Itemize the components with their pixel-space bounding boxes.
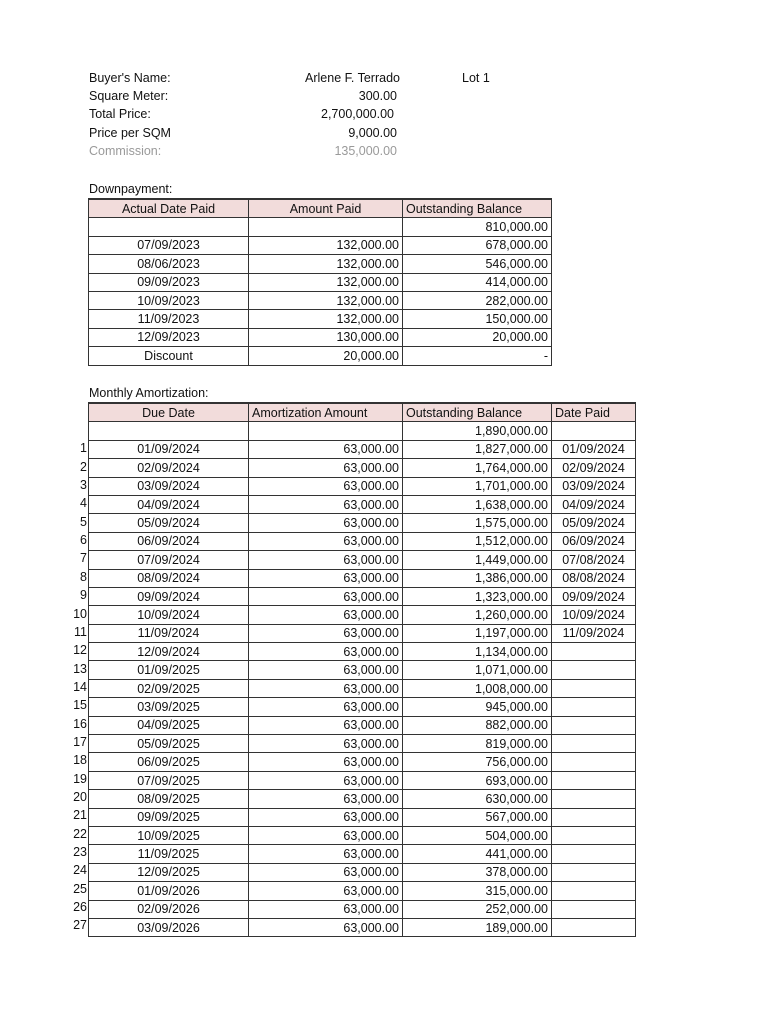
due-date-cell: 09/09/2024 <box>89 587 249 605</box>
date-paid-cell <box>552 918 636 936</box>
due-date-cell: 11/09/2024 <box>89 624 249 642</box>
row-number: 4 <box>80 496 87 511</box>
amortization-amount-cell: 63,000.00 <box>249 643 403 661</box>
amortization-amount-cell: 63,000.00 <box>249 716 403 734</box>
row-number: 19 <box>73 771 87 786</box>
amortization-amount-cell: 63,000.00 <box>249 551 403 569</box>
amortization-row <box>89 845 636 863</box>
due-date-cell: 07/09/2025 <box>89 771 249 789</box>
amortization-amount-cell: 63,000.00 <box>249 624 403 642</box>
date-paid-cell <box>552 882 636 900</box>
due-date-cell: 01/09/2024 <box>89 440 249 458</box>
date-paid-cell: 07/08/2024 <box>552 551 636 569</box>
downpayment-row <box>89 236 552 254</box>
row-number: 14 <box>73 679 87 694</box>
commission-label: Commission: <box>89 144 162 158</box>
balance-cell: 189,000.00 <box>403 918 552 936</box>
amortization-header-row <box>89 403 636 422</box>
balance-cell: 1,764,000.00 <box>403 459 552 477</box>
date-paid-cell: 07/09/2023 <box>89 236 249 254</box>
date-paid-cell: 03/09/2024 <box>552 477 636 495</box>
date-paid-cell: 11/09/2024 <box>552 624 636 642</box>
balance-cell: 546,000.00 <box>403 255 552 273</box>
date-paid-cell <box>552 643 636 661</box>
date-paid-cell <box>552 753 636 771</box>
due-date-cell: 06/09/2025 <box>89 753 249 771</box>
due-date-cell: 11/09/2025 <box>89 845 249 863</box>
balance-cell: 1,260,000.00 <box>403 606 552 624</box>
balance-cell: 882,000.00 <box>403 716 552 734</box>
date-paid-cell <box>552 422 636 440</box>
amortization-row <box>89 900 636 918</box>
row-number: 13 <box>73 661 87 676</box>
amount-paid-cell: 132,000.00 <box>249 255 403 273</box>
due-date-cell: 01/09/2025 <box>89 661 249 679</box>
amortization-amount-cell <box>249 422 403 440</box>
due-date-cell: 04/09/2025 <box>89 716 249 734</box>
amortization-amount-cell: 63,000.00 <box>249 771 403 789</box>
amortization-amount-cell: 63,000.00 <box>249 698 403 716</box>
amortization-row <box>89 753 636 771</box>
balance-cell: 414,000.00 <box>403 273 552 291</box>
row-number: 25 <box>73 881 87 896</box>
balance-cell: 1,890,000.00 <box>403 422 552 440</box>
due-date-cell: 08/09/2025 <box>89 790 249 808</box>
amortization-row <box>89 422 636 440</box>
lot-label: Lot 1 <box>462 71 490 85</box>
amortization-row <box>89 808 636 826</box>
amortization-row <box>89 716 636 734</box>
header-actual-date-paid: Actual Date Paid <box>89 199 249 218</box>
amortization-row <box>89 679 636 697</box>
balance-cell: 756,000.00 <box>403 753 552 771</box>
due-date-cell: 04/09/2024 <box>89 495 249 513</box>
amount-paid-cell: 130,000.00 <box>249 328 403 346</box>
balance-cell: 315,000.00 <box>403 882 552 900</box>
downpayment-row <box>89 255 552 273</box>
amortization-row <box>89 826 636 844</box>
balance-cell: 1,386,000.00 <box>403 569 552 587</box>
row-number: 22 <box>73 826 87 841</box>
date-paid-cell: 12/09/2023 <box>89 328 249 346</box>
row-number: 5 <box>80 514 87 529</box>
row-number: 11 <box>74 624 87 639</box>
date-paid-cell <box>89 218 249 236</box>
balance-cell: 693,000.00 <box>403 771 552 789</box>
date-paid-cell: 10/09/2023 <box>89 291 249 309</box>
balance-cell: 1,071,000.00 <box>403 661 552 679</box>
amortization-row <box>89 863 636 881</box>
due-date-cell <box>89 422 249 440</box>
date-paid-cell <box>552 826 636 844</box>
amortization-amount-cell: 63,000.00 <box>249 459 403 477</box>
date-paid-cell: 02/09/2024 <box>552 459 636 477</box>
header-date-paid: Date Paid <box>552 403 636 422</box>
due-date-cell: 02/09/2026 <box>89 900 249 918</box>
date-paid-cell: 01/09/2024 <box>552 440 636 458</box>
row-number: 16 <box>73 716 87 731</box>
amount-paid-cell: 132,000.00 <box>249 236 403 254</box>
date-paid-cell: Discount <box>89 347 249 365</box>
balance-cell: 678,000.00 <box>403 236 552 254</box>
due-date-cell: 03/09/2025 <box>89 698 249 716</box>
amortization-amount-cell: 63,000.00 <box>249 679 403 697</box>
buyer-label: Buyer's Name: <box>89 71 171 85</box>
amortization-table <box>88 402 636 937</box>
downpayment-table <box>88 198 552 366</box>
amortization-amount-cell: 63,000.00 <box>249 790 403 808</box>
amortization-amount-cell: 63,000.00 <box>249 440 403 458</box>
amortization-amount-cell: 63,000.00 <box>249 918 403 936</box>
date-paid-cell: 09/09/2024 <box>552 587 636 605</box>
amortization-row <box>89 624 636 642</box>
row-number: 10 <box>73 606 87 621</box>
row-number: 20 <box>73 790 87 804</box>
amortization-amount-cell: 63,000.00 <box>249 753 403 771</box>
due-date-cell: 05/09/2024 <box>89 514 249 532</box>
header-amount-paid: Amount Paid <box>249 199 403 218</box>
date-paid-cell: 06/09/2024 <box>552 532 636 550</box>
amortization-row <box>89 643 636 661</box>
price-per-sqm-label: Price per SQM <box>89 126 171 140</box>
amortization-amount-cell: 63,000.00 <box>249 587 403 605</box>
amortization-amount-cell: 63,000.00 <box>249 514 403 532</box>
amortization-row <box>89 532 636 550</box>
amortization-row <box>89 569 636 587</box>
balance-cell: 252,000.00 <box>403 900 552 918</box>
due-date-cell: 08/09/2024 <box>89 569 249 587</box>
balance-cell: 1,575,000.00 <box>403 514 552 532</box>
balance-cell: 810,000.00 <box>403 218 552 236</box>
date-paid-cell <box>552 698 636 716</box>
amortization-amount-cell: 63,000.00 <box>249 532 403 550</box>
balance-cell: 1,008,000.00 <box>403 679 552 697</box>
row-number: 27 <box>73 918 87 933</box>
amortization-amount-cell: 63,000.00 <box>249 863 403 881</box>
amount-paid-cell: 132,000.00 <box>249 273 403 291</box>
amortization-amount-cell: 63,000.00 <box>249 808 403 826</box>
date-paid-cell <box>552 790 636 808</box>
header-outstanding-balance: Outstanding Balance <box>403 199 552 218</box>
balance-cell: 1,449,000.00 <box>403 551 552 569</box>
row-number: 21 <box>73 808 87 823</box>
due-date-cell: 12/09/2024 <box>89 643 249 661</box>
date-paid-cell <box>552 863 636 881</box>
amortization-title: Monthly Amortization: <box>89 386 209 400</box>
amortization-row <box>89 495 636 513</box>
row-number: 15 <box>73 698 87 713</box>
amortization-row <box>89 587 636 605</box>
amortization-amount-cell: 63,000.00 <box>249 735 403 753</box>
amortization-row <box>89 551 636 569</box>
amount-paid-cell <box>249 218 403 236</box>
row-number: 1 <box>80 441 87 456</box>
balance-cell: 441,000.00 <box>403 845 552 863</box>
total-price-label: Total Price: <box>89 107 151 121</box>
date-paid-cell <box>552 808 636 826</box>
balance-cell: 1,134,000.00 <box>403 643 552 661</box>
due-date-cell: 03/09/2026 <box>89 918 249 936</box>
balance-cell: 1,323,000.00 <box>403 587 552 605</box>
date-paid-cell: 08/06/2023 <box>89 255 249 273</box>
due-date-cell: 10/09/2024 <box>89 606 249 624</box>
header-outstanding-balance: Outstanding Balance <box>403 403 552 422</box>
balance-cell: 378,000.00 <box>403 863 552 881</box>
balance-cell: - <box>403 347 552 365</box>
row-number: 3 <box>80 478 87 493</box>
amortization-amount-cell: 63,000.00 <box>249 845 403 863</box>
date-paid-cell: 10/09/2024 <box>552 606 636 624</box>
row-number: 9 <box>80 588 87 603</box>
row-number: 26 <box>73 900 87 915</box>
date-paid-cell <box>552 900 636 918</box>
date-paid-cell: 09/09/2023 <box>89 273 249 291</box>
amortization-row <box>89 606 636 624</box>
downpayment-row <box>89 291 552 309</box>
amount-paid-cell: 132,000.00 <box>249 291 403 309</box>
downpayment-row <box>89 347 552 365</box>
amortization-amount-cell: 63,000.00 <box>249 477 403 495</box>
row-number: 2 <box>80 459 87 474</box>
balance-cell: 945,000.00 <box>403 698 552 716</box>
due-date-cell: 03/09/2024 <box>89 477 249 495</box>
amortization-amount-cell: 63,000.00 <box>249 495 403 513</box>
amortization-amount-cell: 63,000.00 <box>249 661 403 679</box>
downpayment-title: Downpayment: <box>89 182 173 196</box>
amortization-row <box>89 790 636 808</box>
amortization-row <box>89 459 636 477</box>
date-paid-cell <box>552 716 636 734</box>
due-date-cell: 02/09/2024 <box>89 459 249 477</box>
balance-cell: 630,000.00 <box>403 790 552 808</box>
header-due-date: Due Date <box>89 403 249 422</box>
downpayment-header-row <box>89 199 552 218</box>
downpayment-row <box>89 310 552 328</box>
amortization-row <box>89 771 636 789</box>
amortization-row <box>89 735 636 753</box>
date-paid-cell: 08/08/2024 <box>552 569 636 587</box>
commission-value: 135,000.00 <box>334 144 397 158</box>
price-per-sqm-value: 9,000.00 <box>348 126 397 140</box>
due-date-cell: 12/09/2025 <box>89 863 249 881</box>
amortization-row <box>89 477 636 495</box>
downpayment-row <box>89 328 552 346</box>
amortization-amount-cell: 63,000.00 <box>249 569 403 587</box>
amortization-row <box>89 661 636 679</box>
row-number: 17 <box>73 734 87 749</box>
due-date-cell: 09/09/2025 <box>89 808 249 826</box>
balance-cell: 504,000.00 <box>403 826 552 844</box>
row-number: 7 <box>80 551 87 566</box>
amount-paid-cell: 132,000.00 <box>249 310 403 328</box>
date-paid-cell: 11/09/2023 <box>89 310 249 328</box>
balance-cell: 1,512,000.00 <box>403 532 552 550</box>
balance-cell: 1,197,000.00 <box>403 624 552 642</box>
date-paid-cell <box>552 679 636 697</box>
balance-cell: 1,827,000.00 <box>403 440 552 458</box>
due-date-cell: 10/09/2025 <box>89 826 249 844</box>
sqm-value: 300.00 <box>358 89 397 103</box>
downpayment-row <box>89 273 552 291</box>
amortization-row <box>89 882 636 900</box>
date-paid-cell <box>552 735 636 753</box>
downpayment-row <box>89 218 552 236</box>
amortization-row <box>89 440 636 458</box>
amortization-amount-cell: 63,000.00 <box>249 826 403 844</box>
balance-cell: 1,701,000.00 <box>403 477 552 495</box>
date-paid-cell: 04/09/2024 <box>552 495 636 513</box>
header-amortization-amount: Amortization Amount <box>249 403 403 422</box>
balance-cell: 282,000.00 <box>403 291 552 309</box>
row-number: 24 <box>73 863 87 878</box>
balance-cell: 150,000.00 <box>403 310 552 328</box>
amortization-amount-cell: 63,000.00 <box>249 900 403 918</box>
amortization-amount-cell: 63,000.00 <box>249 606 403 624</box>
date-paid-cell <box>552 661 636 679</box>
balance-cell: 20,000.00 <box>403 328 552 346</box>
balance-cell: 567,000.00 <box>403 808 552 826</box>
amortization-row <box>89 514 636 532</box>
due-date-cell: 05/09/2025 <box>89 735 249 753</box>
date-paid-cell <box>552 845 636 863</box>
row-number: 18 <box>73 753 87 768</box>
amortization-amount-cell: 63,000.00 <box>249 882 403 900</box>
total-price-value: 2,700,000.00 <box>321 107 394 121</box>
amortization-row <box>89 918 636 936</box>
due-date-cell: 01/09/2026 <box>89 882 249 900</box>
date-paid-cell: 05/09/2024 <box>552 514 636 532</box>
row-number: 12 <box>73 643 87 658</box>
due-date-cell: 06/09/2024 <box>89 532 249 550</box>
date-paid-cell <box>552 771 636 789</box>
sqm-label: Square Meter: <box>89 89 169 103</box>
amount-paid-cell: 20,000.00 <box>249 347 403 365</box>
balance-cell: 819,000.00 <box>403 735 552 753</box>
due-date-cell: 02/09/2025 <box>89 679 249 697</box>
due-date-cell: 07/09/2024 <box>89 551 249 569</box>
amortization-row <box>89 698 636 716</box>
balance-cell: 1,638,000.00 <box>403 495 552 513</box>
row-number: 8 <box>80 569 87 584</box>
row-number: 6 <box>80 533 87 548</box>
buyer-value: Arlene F. Terrado <box>305 71 400 85</box>
row-number: 23 <box>73 845 87 860</box>
